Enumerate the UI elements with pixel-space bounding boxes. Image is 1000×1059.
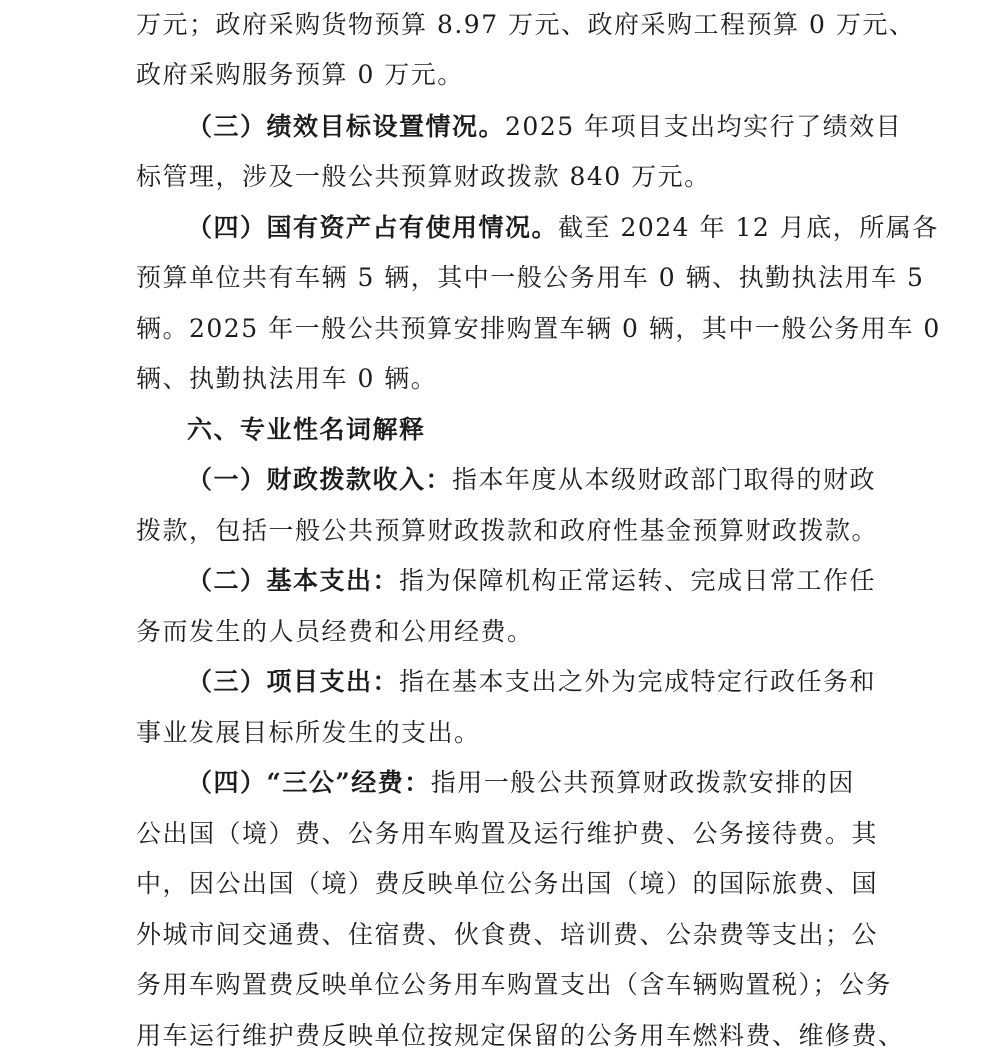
text-line: 公出国（境）费、公务用车购置及运行维护费、公务接待费。其 (136, 819, 879, 848)
text-line: 政府采购服务预算 0 万元。 (136, 60, 464, 89)
text-line: 事业发展目标所发生的支出。 (136, 718, 481, 747)
term-lead: （三）项目支出： (187, 667, 400, 696)
paragraph-performance-goals: （三）绩效目标设置情况。2025 年项目支出均实行了绩效目 (187, 112, 903, 141)
term-lead: （二）基本支出： (187, 566, 400, 595)
paragraph-fiscal-appropriation: （一）财政拨款收入：指本年度从本级财政部门取得的财政 (187, 465, 877, 494)
text-line: 万元；政府采购货物预算 8.97 万元、政府采购工程预算 0 万元、 (136, 10, 916, 39)
text-line: 标管理，涉及一般公共预算财政拨款 840 万元。 (136, 162, 711, 191)
text-line: 外城市间交通费、住宿费、伙食费、培训费、公杂费等支出；公 (136, 920, 879, 949)
paragraph-lead: （三）绩效目标设置情况。 (187, 112, 506, 141)
term-lead: （一）财政拨款收入： (187, 465, 453, 494)
text-line: 辆、执勤执法用车 0 辆。 (136, 364, 438, 393)
text-line: 辆。2025 年一般公共预算安排购置车辆 0 辆，其中一般公务用车 0 (136, 314, 941, 343)
paragraph-project-expenditure: （三）项目支出：指在基本支出之外为完成特定行政任务和 (187, 667, 877, 696)
term-lead: （四）“三公”经费： (187, 768, 431, 797)
paragraph-basic-expenditure: （二）基本支出：指为保障机构正常运转、完成日常工作任 (187, 566, 877, 595)
section-heading: 六、专业性名词解释 (187, 415, 426, 444)
text-line: 中，因公出国（境）费反映单位公务出国（境）的国际旅费、国 (136, 869, 879, 898)
text-line: 务用车购置费反映单位公务用车购置支出（含车辆购置税）；公务 (136, 970, 893, 999)
text-line: 预算单位共有车辆 5 辆，其中一般公务用车 0 辆、执勤执法用车 5 (136, 263, 925, 292)
paragraph-three-public-expenses: （四）“三公”经费：指用一般公共预算财政拨款安排的因 (187, 768, 855, 797)
paragraph-state-assets: （四）国有资产占有使用情况。截至 2024 年 12 月底，所属各 (187, 213, 939, 242)
text-line: 务而发生的人员经费和公用经费。 (136, 617, 534, 646)
text-line: 用车运行维护费反映单位按规定保留的公务用车燃料费、维修费、 (136, 1021, 905, 1050)
paragraph-lead: （四）国有资产占有使用情况。 (187, 213, 559, 242)
text-line: 拨款，包括一般公共预算财政拨款和政府性基金预算财政拨款。 (136, 516, 879, 545)
